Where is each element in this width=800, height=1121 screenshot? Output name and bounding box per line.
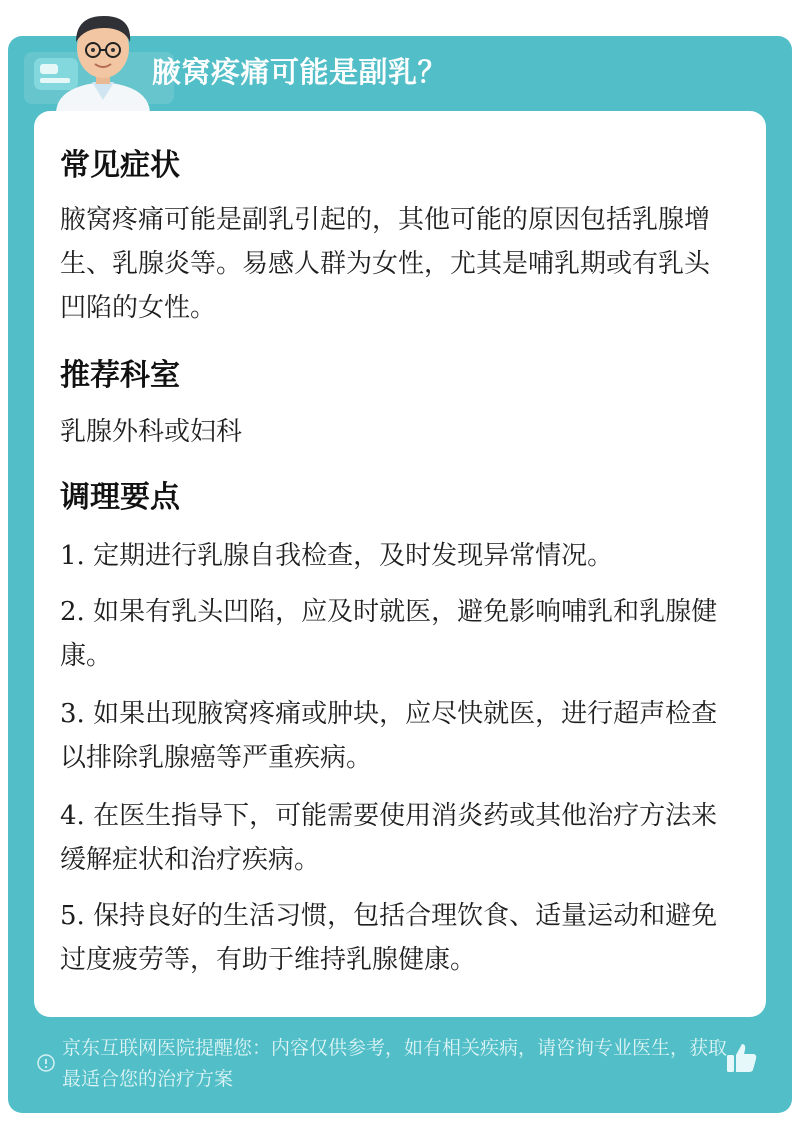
section-heading-symptoms: 常见症状 [60, 148, 180, 183]
thumbs-up-icon[interactable] [724, 1040, 760, 1076]
page-title: 腋窝疼痛可能是副乳？ [152, 55, 448, 89]
doctor-avatar-icon [48, 6, 158, 112]
care-item-2 [60, 590, 730, 678]
care-item-5 [60, 894, 730, 982]
symptoms-text: 腋窝疼痛可能是副乳引起的，其他可能的原因包括乳腺增生、乳腺炎等。易感人群为女性，尤其是哺乳期或有乳头凹陷的女性。 [60, 205, 711, 323]
info-icon [36, 1053, 56, 1073]
care-item-4 [60, 794, 730, 882]
care-item-number: 1. [60, 541, 85, 571]
care-item-1 [60, 534, 730, 578]
disclaimer-text: 京东互联网医院提醒您：内容仅供参考，如有相关疾病，请咨询专业医生，获取最适合您的治疗方案 [62, 1037, 728, 1090]
care-item-text: 如果有乳头凹陷，应及时就医，避免影响哺乳和乳腺健康。 [60, 597, 718, 671]
care-item-text: 定期进行乳腺自我检查，及时发现异常情况。 [93, 541, 614, 571]
care-item-number: 2. [60, 597, 85, 627]
section-heading-department: 推荐科室 [60, 358, 180, 393]
care-item-text: 如果出现腋窝疼痛或肿块，应尽快就医，进行超声检查以排除乳腺癌等严重疾病。 [60, 699, 718, 773]
care-item-text: 在医生指导下，可能需要使用消炎药或其他治疗方法来缓解症状和治疗疾病。 [60, 801, 718, 875]
care-item-number: 3. [60, 699, 85, 729]
care-item-number: 4. [60, 801, 85, 831]
care-item-3 [60, 692, 730, 780]
care-item-text: 保持良好的生活习惯，包括合理饮食、适量运动和避免过度疲劳等，有助于维持乳腺健康。 [60, 901, 718, 975]
section-heading-care: 调理要点 [60, 480, 180, 515]
care-item-number: 5. [60, 901, 85, 931]
department-text: 乳腺外科或妇科 [60, 417, 243, 447]
